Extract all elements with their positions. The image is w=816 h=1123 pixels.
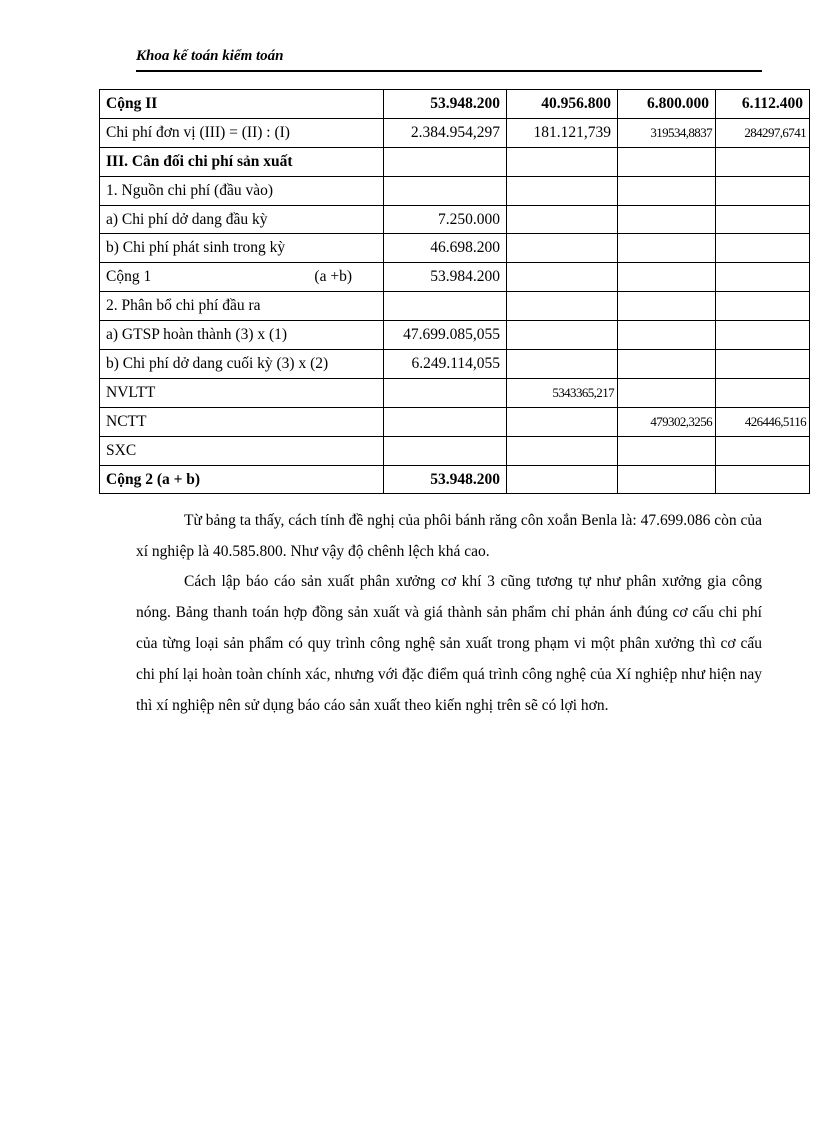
cell-value xyxy=(507,234,618,263)
cell-value xyxy=(507,407,618,436)
cell-value xyxy=(716,263,810,292)
cell-value xyxy=(507,321,618,350)
cost-table xyxy=(99,89,810,494)
row-label: Cộng 2 (a + b) xyxy=(100,465,384,494)
paragraph-comparison: Từ bảng ta thấy, cách tính đề nghị của phôi bánh răng côn xoắn Benla là: 47.699.086 còn của xí nghiệp là 40.585.800. Như vậy độ chênh lệch khá cao. xyxy=(136,512,762,560)
paragraph-report-method: Cách lập báo cáo sản xuất phân xưởng cơ khí 3 cũng tương tự như phân xưởng gia công nóng. Bảng thanh toán hợp đồng sản xuất và giá thành sản phẩm chỉ phản ánh đúng cơ cấu chi phí của từng loại sản phẩm có quy trình công nghệ sản xuất trong phạm vi một phân xưởng thì cơ cấu chi phí lại hoàn toàn chính xác, nhưng với đặc điểm quá trình công nghệ của Xí nghiệp như hiện nay thì xí nghiệp nên sử dụng báo cáo sản xuất theo kiến nghị trên sẽ có lợi hơn. xyxy=(136,573,762,714)
cell-value: 2.384.954,297 xyxy=(384,118,507,147)
cell-value xyxy=(618,147,716,176)
cell-value xyxy=(618,350,716,379)
cell-value: 6.249.114,055 xyxy=(384,350,507,379)
table-row xyxy=(100,321,810,350)
row-label: a) Chi phí dở dang đầu kỳ xyxy=(100,205,384,234)
cell-value xyxy=(507,436,618,465)
row-label: 2. Phân bổ chi phí đầu ra xyxy=(100,292,384,321)
row-label: III. Cân đối chi phí sản xuất xyxy=(100,147,384,176)
header-title: Khoa kế toán kiểm toán xyxy=(136,48,284,64)
row-label: Chi phí đơn vị (III) = (II) : (I) xyxy=(100,118,384,147)
table-row xyxy=(100,90,810,119)
cell-value xyxy=(618,176,716,205)
row-label: Cộng II xyxy=(100,90,384,119)
cell-value: 284297,6741 xyxy=(716,118,810,147)
cell-value xyxy=(618,465,716,494)
row-label: SXC xyxy=(100,436,384,465)
cell-value xyxy=(716,350,810,379)
cell-value xyxy=(716,205,810,234)
cell-value: 479302,3256 xyxy=(618,407,716,436)
cell-value: 53.948.200 xyxy=(384,90,507,119)
cell-value: 53.984.200 xyxy=(384,263,507,292)
row-label: 1. Nguồn chi phí (đầu vào) xyxy=(100,176,384,205)
row-label: a) GTSP hoàn thành (3) x (1) xyxy=(100,321,384,350)
cell-value: 7.250.000 xyxy=(384,205,507,234)
cell-value: 6.112.400 xyxy=(716,90,810,119)
cell-value xyxy=(507,292,618,321)
cell-value xyxy=(716,234,810,263)
cell-value xyxy=(716,436,810,465)
cell-value xyxy=(716,292,810,321)
table-row xyxy=(100,407,810,436)
page-header xyxy=(136,46,762,72)
cell-value: 319534,8837 xyxy=(618,118,716,147)
cell-value: 40.956.800 xyxy=(507,90,618,119)
row-label xyxy=(100,263,384,292)
cell-value xyxy=(618,321,716,350)
cell-value xyxy=(384,292,507,321)
cell-value xyxy=(618,436,716,465)
table-row xyxy=(100,176,810,205)
table-row xyxy=(100,436,810,465)
cell-value xyxy=(507,350,618,379)
row-label: NCTT xyxy=(100,407,384,436)
cell-value xyxy=(618,378,716,407)
table-row xyxy=(100,465,810,494)
cell-value: 47.699.085,055 xyxy=(384,321,507,350)
table-row xyxy=(100,234,810,263)
cell-value: 181.121,739 xyxy=(507,118,618,147)
table-row xyxy=(100,378,810,407)
cell-value xyxy=(384,378,507,407)
table-row xyxy=(100,292,810,321)
cell-value xyxy=(716,378,810,407)
cell-value xyxy=(507,205,618,234)
table-row xyxy=(100,263,810,292)
cell-value xyxy=(618,263,716,292)
row-label: b) Chi phí phát sinh trong kỳ xyxy=(100,234,384,263)
cell-value xyxy=(384,147,507,176)
cell-value xyxy=(507,147,618,176)
cell-value xyxy=(716,176,810,205)
cell-value xyxy=(507,176,618,205)
cell-value xyxy=(507,465,618,494)
cell-value xyxy=(618,205,716,234)
cell-value: 5343365,217 xyxy=(507,378,618,407)
table-row xyxy=(100,205,810,234)
cell-value: 6.800.000 xyxy=(618,90,716,119)
cell-value xyxy=(716,321,810,350)
cell-value xyxy=(384,176,507,205)
cell-value xyxy=(716,465,810,494)
cell-value xyxy=(618,292,716,321)
cell-value xyxy=(507,263,618,292)
row-label-main: Cộng 1 xyxy=(106,268,152,286)
cell-value: 53.948.200 xyxy=(384,465,507,494)
row-label-suffix: (a +b) xyxy=(314,268,352,286)
cell-value: 426446,5116 xyxy=(716,407,810,436)
cell-value xyxy=(618,234,716,263)
cell-value: 46.698.200 xyxy=(384,234,507,263)
cell-value xyxy=(716,147,810,176)
row-label: NVLTT xyxy=(100,378,384,407)
row-label: b) Chi phí dở dang cuối kỳ (3) x (2) xyxy=(100,350,384,379)
table-row xyxy=(100,118,810,147)
cell-value xyxy=(384,436,507,465)
table-row xyxy=(100,147,810,176)
cell-value xyxy=(384,407,507,436)
table-row xyxy=(100,350,810,379)
